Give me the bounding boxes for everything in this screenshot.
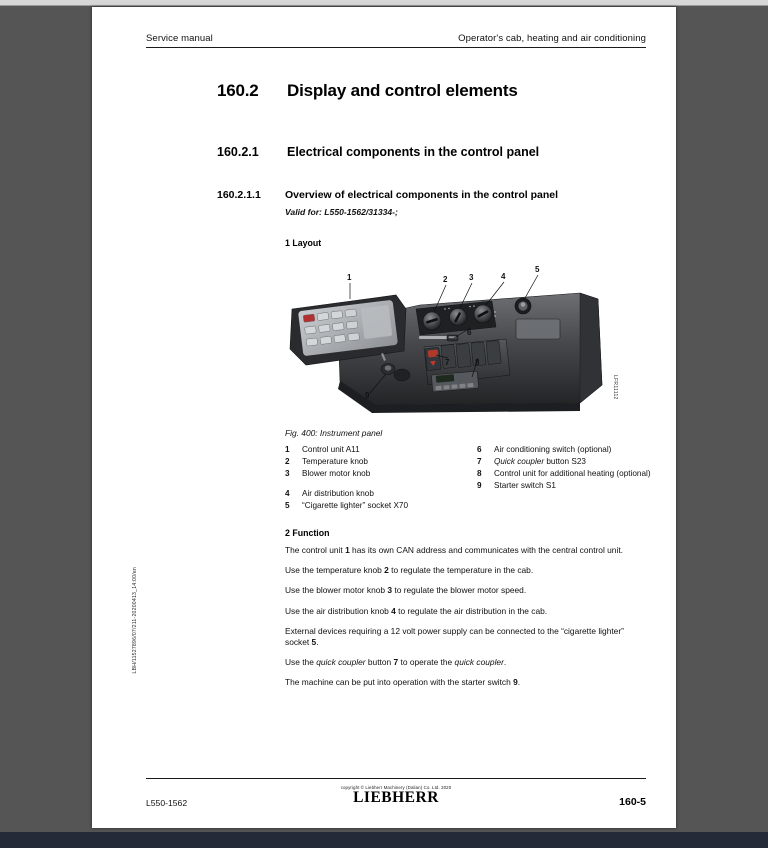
legend-item-key: 7 <box>477 457 482 466</box>
legend-item <box>285 445 465 456</box>
legend-item-label: Control unit for additional heating (optional) <box>494 469 651 478</box>
legend-item <box>477 469 657 480</box>
legend-item <box>285 457 465 468</box>
section-heading-1-number: 160.2 <box>217 81 259 100</box>
legend-item-label: “Cigarette lighter” socket X70 <box>302 500 409 510</box>
legend-item-key: 2 <box>285 457 290 466</box>
section-heading-2 <box>217 145 539 159</box>
header-right-label: Operator's cab, heating and air conditioning <box>458 33 646 44</box>
function-paragraph <box>285 657 640 668</box>
page-header <box>146 33 646 48</box>
section-heading-3-title: Overview of electrical components in the control panel <box>285 189 559 201</box>
figure-callout-2: 2 <box>443 275 448 284</box>
function-paragraph-text: Use the quick coupler button 7 to operate the quick coupler. <box>285 657 507 668</box>
function-paragraph-text: Use the air distribution knob 4 to regulate the air distribution in the cab. <box>285 605 548 616</box>
liebherr-logo: LIEBHERR <box>353 789 439 806</box>
function-paragraph <box>285 606 640 617</box>
footer-model-label: L550-1562 <box>146 798 188 808</box>
legend-item-label: Air conditioning switch (optional) <box>494 445 612 454</box>
section-heading-1 <box>217 81 518 101</box>
legend-item <box>285 489 465 500</box>
function-paragraph <box>285 545 640 556</box>
figure-callout-7: 7 <box>445 358 450 367</box>
figure-callout-5: 5 <box>535 265 540 274</box>
function-section-body <box>285 545 640 697</box>
function-paragraph <box>285 677 640 688</box>
figure-callout-1: 1 <box>347 273 352 282</box>
figure-callout-3: 3 <box>469 273 474 282</box>
legend-item <box>285 469 465 480</box>
function-section-title: 2 Function <box>285 528 330 538</box>
figure-legend <box>285 445 660 513</box>
instrument-panel-illustration <box>280 265 620 413</box>
header-left-label: Service manual <box>146 33 213 44</box>
legend-item-key: 9 <box>477 481 482 490</box>
page-footer <box>146 785 646 815</box>
legend-column-left <box>285 445 465 513</box>
legend-item-key: 4 <box>285 488 290 498</box>
legend-item <box>477 457 657 468</box>
function-paragraph-text: Use the temperature knob 2 to regulate the temperature in the cab. <box>285 565 534 576</box>
legend-item-label: Air distribution knob <box>302 488 374 498</box>
legend-item-label <box>494 457 657 468</box>
legend-item-label-rest: button S23 <box>544 457 586 466</box>
legend-item-label: Starter switch S1 <box>494 481 556 490</box>
section-heading-2-number: 160.2.1 <box>217 145 259 159</box>
figure-caption: Fig. 400: Instrument panel <box>285 428 383 438</box>
function-paragraph-text: Use the blower motor knob 3 to regulate the blower motor speed. <box>285 585 527 596</box>
function-paragraph-text: The control unit 1 has its own CAN address and communicates with the central control unit. <box>285 545 623 555</box>
legend-item-key: 5 <box>285 500 290 510</box>
function-paragraph <box>285 626 640 648</box>
layout-subheading: 1 Layout <box>285 238 322 248</box>
document-page <box>92 7 676 828</box>
legend-item-key: 8 <box>477 469 482 478</box>
legend-item-key: 1 <box>285 445 290 454</box>
legend-item-label: Blower motor knob <box>302 469 371 478</box>
legend-item-key: 6 <box>477 445 482 454</box>
legend-item-label: Temperature knob <box>302 457 368 466</box>
instrument-panel-figure <box>280 265 620 413</box>
figure-callout-9: 9 <box>365 391 370 400</box>
legend-item-key: 3 <box>285 469 290 478</box>
legend-item <box>477 481 657 492</box>
legend-item-label: Control unit A11 <box>302 445 360 454</box>
document-id-sidetext: LBH/11527896/07/211-20200413_14:00/en <box>132 567 138 674</box>
legend-item <box>285 501 465 512</box>
section-heading-1-title: Display and control elements <box>287 81 518 100</box>
figure-callout-4: 4 <box>501 272 506 281</box>
legend-item <box>477 445 657 456</box>
function-paragraph <box>285 585 640 596</box>
legend-item-label-emphasis: Quick coupler <box>494 457 545 466</box>
figure-callout-6: 6 <box>467 328 472 337</box>
legend-column-right <box>477 445 657 513</box>
figure-callout-8: 8 <box>475 358 480 367</box>
function-paragraph <box>285 565 640 576</box>
function-paragraph-text: The machine can be put into operation with the starter switch 9. <box>285 677 521 688</box>
section-heading-3-number: 160.2.1.1 <box>217 189 261 201</box>
viewer-bottom-bar <box>0 832 768 848</box>
viewer-top-bar <box>0 0 768 6</box>
figure-reference-code: LFR11112 <box>612 375 618 400</box>
section-heading-2-title: Electrical components in the control panel <box>287 145 540 159</box>
footer-divider <box>146 778 646 779</box>
footer-copyright: copyright © Liebherr Machinery (Dalian) Co. Ltd. 2020 <box>340 785 452 790</box>
footer-brand-block <box>146 785 646 806</box>
section-heading-3 <box>217 189 558 201</box>
valid-for-note: Valid for: L550-1562/31334-; <box>285 207 398 217</box>
footer-page-number: 160-5 <box>619 796 646 808</box>
function-paragraph-text: External devices requiring a 12 volt power supply can be connected to the “cigarette lighter” socket 5. <box>285 625 624 647</box>
